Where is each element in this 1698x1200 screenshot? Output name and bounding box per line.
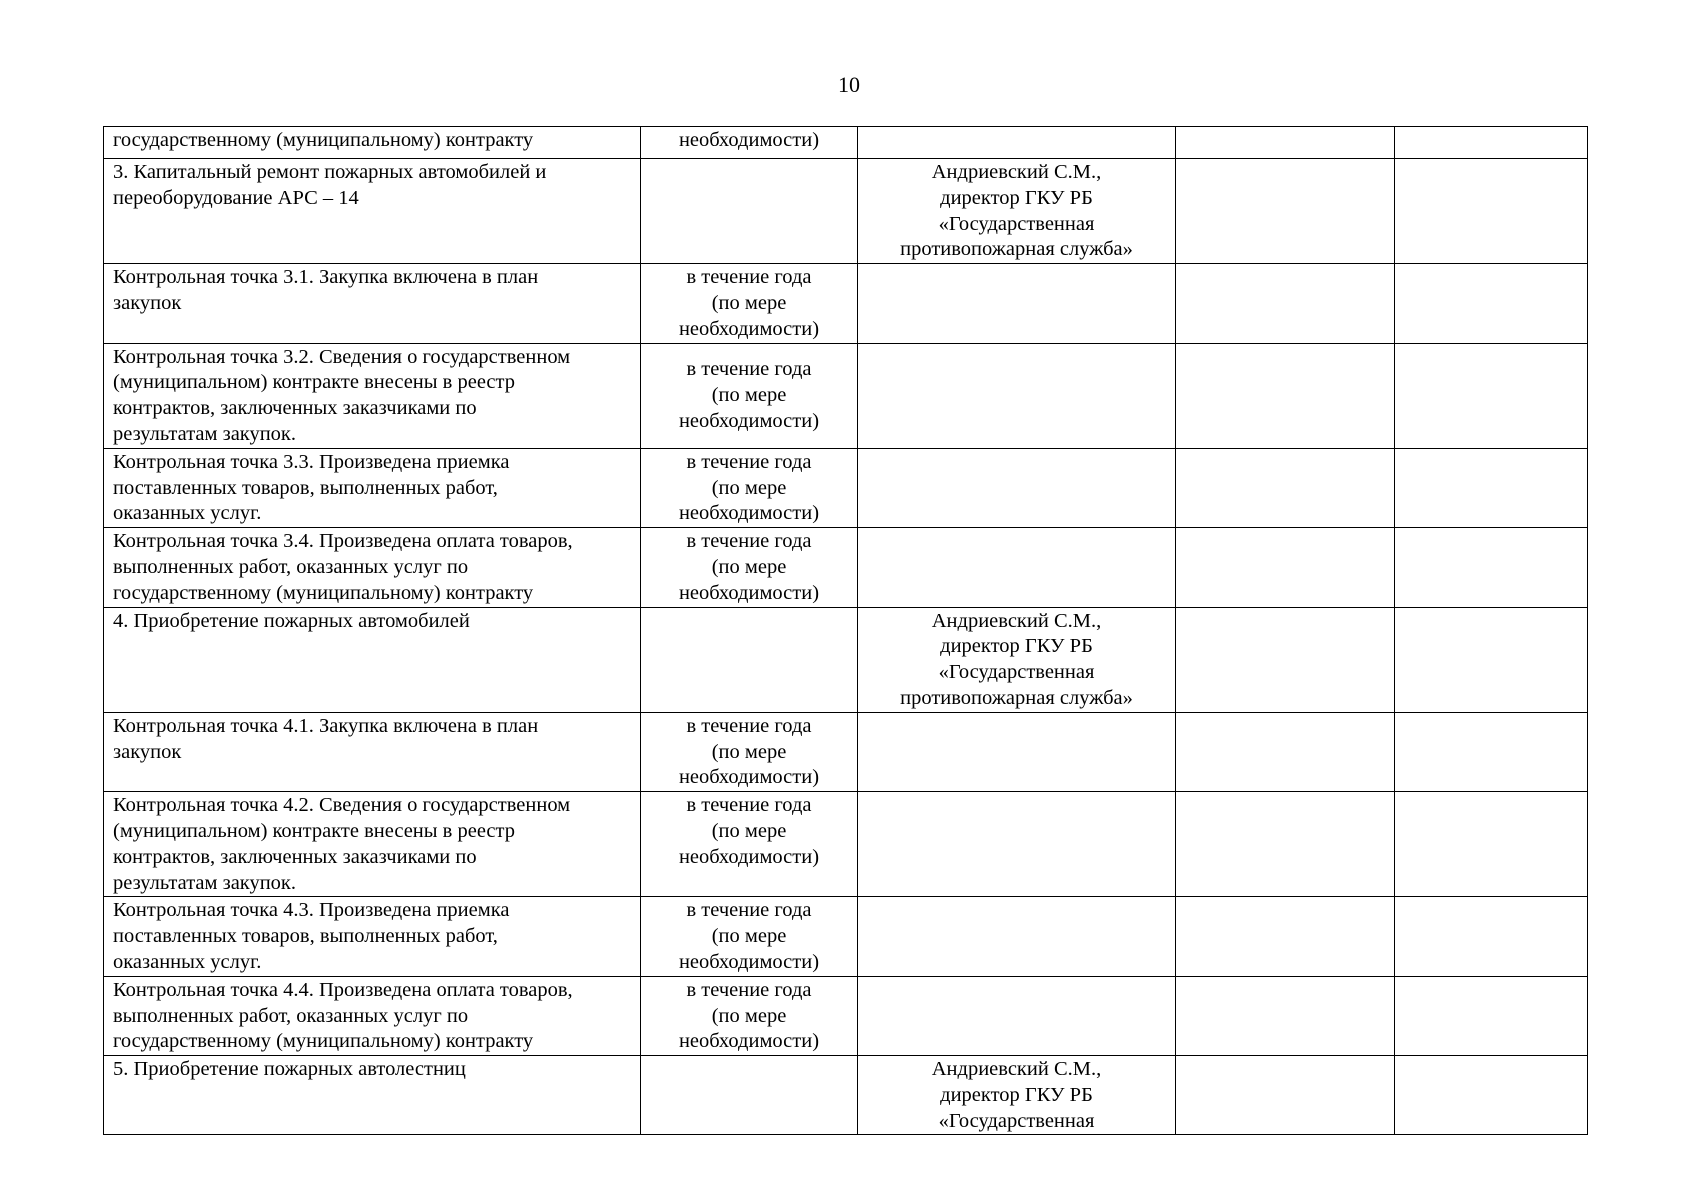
responsible-cell-line: Андриевский С.М., bbox=[931, 609, 1102, 632]
page-number: 10 bbox=[838, 72, 860, 97]
activity-cell bbox=[104, 159, 641, 264]
activity-cell bbox=[104, 607, 641, 712]
deadline-cell bbox=[641, 448, 858, 527]
responsible-cell-line: «Государственная bbox=[938, 212, 1095, 235]
deadline-cell-line: в течение года bbox=[686, 266, 812, 289]
table-row bbox=[104, 976, 1588, 1055]
deadline-cell bbox=[641, 712, 858, 791]
activity-cell bbox=[104, 712, 641, 791]
empty-cell bbox=[1395, 448, 1588, 527]
responsible-cell bbox=[858, 127, 1176, 159]
responsible-cell-line: «Государственная bbox=[938, 1109, 1095, 1132]
deadline-cell-line: в течение года bbox=[686, 978, 812, 1001]
deadline-cell-line: необходимости) bbox=[678, 129, 820, 151]
deadline-cell bbox=[641, 607, 858, 712]
activity-cell-line: Контрольная точка 3.3. Произведена приемка bbox=[113, 450, 510, 473]
activity-cell-line: переоборудование АРС – 14 bbox=[113, 186, 359, 209]
empty-cell bbox=[1395, 264, 1588, 343]
deadline-cell-line: необходимости) bbox=[678, 410, 820, 433]
table-row bbox=[104, 528, 1588, 607]
deadline-cell-line: (по мере bbox=[711, 1004, 787, 1027]
activity-cell bbox=[104, 127, 641, 159]
empty-cell bbox=[1176, 264, 1395, 343]
table-row bbox=[104, 448, 1588, 527]
empty-cell bbox=[1395, 792, 1588, 897]
activity-cell bbox=[104, 976, 641, 1055]
responsible-cell-line: Андриевский С.М., bbox=[931, 1058, 1102, 1081]
empty-cell bbox=[1176, 976, 1395, 1055]
responsible-cell bbox=[858, 528, 1176, 607]
empty-cell bbox=[1176, 1056, 1395, 1135]
deadline-cell bbox=[641, 159, 858, 264]
empty-cell bbox=[1176, 712, 1395, 791]
deadline-cell-line: (по мере bbox=[711, 925, 787, 948]
responsible-cell bbox=[858, 897, 1176, 976]
activity-cell-line: оказанных услуг. bbox=[113, 502, 262, 525]
activity-cell-line: Контрольная точка 4.2. Сведения о государственном bbox=[113, 794, 571, 817]
responsible-cell-line: директор ГКУ РБ bbox=[940, 635, 1093, 658]
empty-cell bbox=[1176, 897, 1395, 976]
deadline-cell-line: необходимости) bbox=[678, 317, 820, 340]
deadline-cell-line: необходимости) bbox=[678, 581, 820, 604]
activity-cell-line: Контрольная точка 4.4. Произведена оплата товаров, bbox=[113, 978, 573, 1001]
deadline-cell-line: необходимости) bbox=[678, 845, 820, 868]
empty-cell bbox=[1395, 897, 1588, 976]
activity-cell-line: закупок bbox=[113, 291, 182, 314]
empty-cell bbox=[1395, 976, 1588, 1055]
activity-cell-line: государственному (муниципальному) контракту bbox=[113, 129, 534, 151]
activity-cell-line: государственному (муниципальному) контракту bbox=[113, 581, 534, 604]
empty-cell bbox=[1395, 1056, 1588, 1135]
activity-cell bbox=[104, 264, 641, 343]
deadline-cell-line: необходимости) bbox=[678, 950, 820, 973]
deadline-cell bbox=[641, 1056, 858, 1135]
empty-cell bbox=[1395, 712, 1588, 791]
empty-cell bbox=[1176, 792, 1395, 897]
responsible-cell-line: противопожарная служба» bbox=[900, 686, 1133, 709]
activity-cell-line: 3. Капитальный ремонт пожарных автомобилей и bbox=[113, 161, 547, 183]
responsible-cell bbox=[858, 976, 1176, 1055]
deadline-cell bbox=[641, 127, 858, 159]
empty-cell bbox=[1395, 528, 1588, 607]
deadline-cell-line: необходимости) bbox=[678, 1030, 820, 1053]
deadline-cell bbox=[641, 897, 858, 976]
responsible-cell-line: противопожарная служба» bbox=[900, 238, 1133, 261]
activity-cell-line: поставленных товаров, выполненных работ, bbox=[113, 925, 498, 948]
table-row bbox=[104, 264, 1588, 343]
activity-cell bbox=[104, 448, 641, 527]
table-row bbox=[104, 1056, 1588, 1135]
empty-cell bbox=[1176, 343, 1395, 448]
table-row bbox=[104, 607, 1588, 712]
activity-cell-line: контрактов, заключенных заказчиками по bbox=[113, 845, 477, 868]
responsible-cell bbox=[858, 1056, 1176, 1135]
deadline-cell-line: (по мере bbox=[711, 384, 787, 407]
empty-cell bbox=[1395, 159, 1588, 264]
activity-cell-line: поставленных товаров, выполненных работ, bbox=[113, 476, 498, 499]
deadline-cell-line: в течение года bbox=[686, 714, 812, 737]
responsible-cell bbox=[858, 159, 1176, 264]
table-row bbox=[104, 343, 1588, 448]
activity-cell-line: (муниципальном) контракте внесены в реестр bbox=[113, 371, 515, 394]
activity-cell bbox=[104, 897, 641, 976]
responsible-cell bbox=[858, 264, 1176, 343]
empty-cell bbox=[1176, 127, 1395, 159]
activity-cell-line: Контрольная точка 3.4. Произведена оплата товаров, bbox=[113, 530, 573, 553]
activity-cell-line: 5. Приобретение пожарных автолестниц bbox=[113, 1058, 466, 1081]
responsible-cell-line: Андриевский С.М., bbox=[931, 161, 1102, 183]
responsible-cell-line: директор ГКУ РБ bbox=[940, 1083, 1093, 1106]
activities-table-body bbox=[104, 127, 1588, 1135]
table-row bbox=[104, 792, 1588, 897]
activities-table bbox=[103, 126, 1588, 1135]
activity-cell-line: государственному (муниципальному) контракту bbox=[113, 1030, 534, 1053]
empty-cell bbox=[1176, 528, 1395, 607]
activity-cell-line: Контрольная точка 4.1. Закупка включена в план bbox=[113, 714, 539, 737]
responsible-cell-line: «Государственная bbox=[938, 661, 1095, 684]
activity-cell-line: 4. Приобретение пожарных автомобилей bbox=[113, 609, 470, 632]
deadline-cell-line: необходимости) bbox=[678, 502, 820, 525]
activity-cell-line: Контрольная точка 4.3. Произведена приемка bbox=[113, 899, 510, 922]
empty-cell bbox=[1395, 343, 1588, 448]
table-row bbox=[104, 159, 1588, 264]
deadline-cell bbox=[641, 343, 858, 448]
deadline-cell-line: в течение года bbox=[686, 794, 812, 817]
activity-cell-line: результатам закупок. bbox=[113, 871, 297, 894]
deadline-cell bbox=[641, 528, 858, 607]
activity-cell-line: оказанных услуг. bbox=[113, 950, 262, 973]
table-row bbox=[104, 712, 1588, 791]
activity-cell-line: выполненных работ, оказанных услуг по bbox=[113, 1004, 469, 1027]
deadline-cell-line: необходимости) bbox=[678, 766, 820, 789]
deadline-cell-line: (по мере bbox=[711, 555, 787, 578]
deadline-cell-line: в течение года bbox=[686, 530, 812, 553]
deadline-cell-line: (по мере bbox=[711, 291, 787, 314]
activity-cell-line: выполненных работ, оказанных услуг по bbox=[113, 555, 469, 578]
activity-cell-line: Контрольная точка 3.1. Закупка включена в план bbox=[113, 266, 539, 289]
deadline-cell-line: в течение года bbox=[686, 450, 812, 473]
activity-cell-line: Контрольная точка 3.2. Сведения о государственном bbox=[113, 345, 571, 368]
activity-cell-line: результатам закупок. bbox=[113, 422, 297, 445]
deadline-cell-line: (по мере bbox=[711, 476, 787, 499]
responsible-cell bbox=[858, 343, 1176, 448]
responsible-cell bbox=[858, 712, 1176, 791]
empty-cell bbox=[1176, 448, 1395, 527]
responsible-cell bbox=[858, 448, 1176, 527]
deadline-cell bbox=[641, 792, 858, 897]
table-row bbox=[104, 897, 1588, 976]
deadline-cell-line: (по мере bbox=[711, 819, 787, 842]
table-row bbox=[104, 127, 1588, 159]
empty-cell bbox=[1176, 159, 1395, 264]
activity-cell-line: (муниципальном) контракте внесены в реестр bbox=[113, 819, 515, 842]
activity-cell-line: контрактов, заключенных заказчиками по bbox=[113, 397, 477, 420]
responsible-cell-line: директор ГКУ РБ bbox=[940, 186, 1093, 209]
activity-cell bbox=[104, 792, 641, 897]
empty-cell bbox=[1176, 607, 1395, 712]
deadline-cell-line: (по мере bbox=[711, 740, 787, 763]
deadline-cell bbox=[641, 976, 858, 1055]
activity-cell bbox=[104, 528, 641, 607]
activity-cell-line: закупок bbox=[113, 740, 182, 763]
empty-cell bbox=[1395, 127, 1588, 159]
deadline-cell bbox=[641, 264, 858, 343]
deadline-cell-line: в течение года bbox=[686, 358, 812, 381]
empty-cell bbox=[1395, 607, 1588, 712]
activity-cell bbox=[104, 343, 641, 448]
responsible-cell bbox=[858, 792, 1176, 897]
deadline-cell-line: в течение года bbox=[686, 899, 812, 922]
activity-cell bbox=[104, 1056, 641, 1135]
responsible-cell bbox=[858, 607, 1176, 712]
